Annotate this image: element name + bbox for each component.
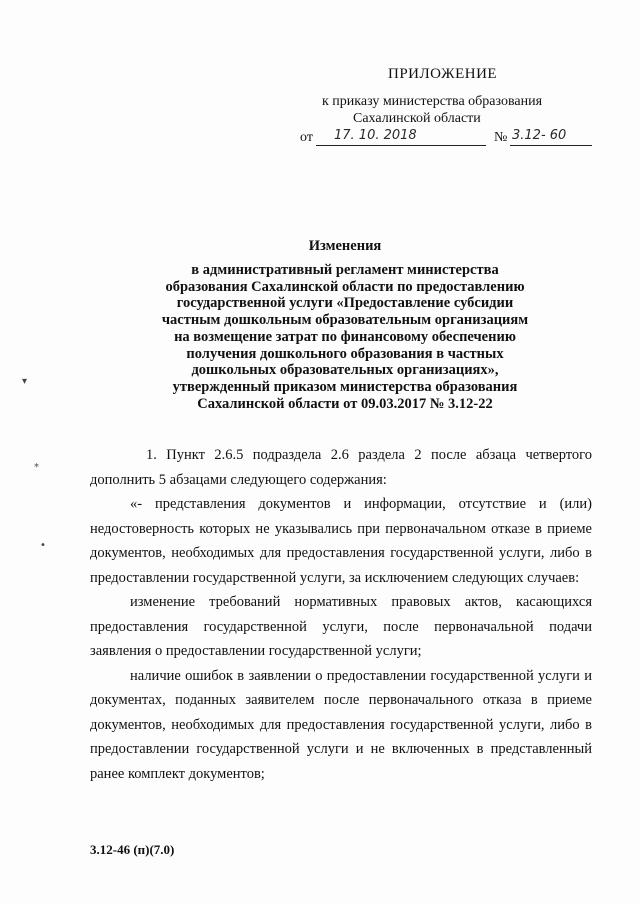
subtitle-line: в административный регламент министерства — [191, 262, 499, 278]
body-paragraph: изменение требований нормативных правовых актов, касающихся предоставления государственной услуги, после первоначальной подачи заявления о предоставлении государственной услуги; — [90, 594, 592, 659]
order-reference-line2: Сахалинской области — [353, 111, 481, 126]
subtitle-line: частным дошкольным образовательным организациям — [161, 312, 529, 329]
scan-mark: ▾ — [22, 376, 28, 387]
subtitle-line: образования Сахалинской области по предоставлению — [165, 278, 525, 295]
body-paragraph: «- представления документов и информации, отсутствие и (или) недостоверность которых не указывались при первоначальном отказе в приеме документов, необходимых для предоставления государственной услуги, либо в предоставлении государственной услуги, за исключением следующих случаев: — [90, 496, 592, 586]
scan-mark: • — [40, 540, 46, 551]
scan-mark: * — [34, 462, 39, 473]
handwritten-date: 17. 10. 2018 — [316, 128, 486, 146]
body-paragraph: 1. Пункт 2.6.5 подраздела 2.6 раздела 2 после абзаца четвертого дополнить 5 абзацами следующего содержания: — [90, 447, 592, 488]
document-subtitle — [130, 262, 560, 412]
subtitle-line: утвержденный приказом министерства образования — [172, 378, 518, 395]
subtitle-line: получения дошкольного образования в частных — [186, 345, 504, 362]
document-body — [90, 443, 592, 786]
body-paragraph: наличие ошибок в заявлении о предоставлении государственной услуги и документах, поданных заявителем после первоначального отказа в приеме документов, необходимых для предоставления государственной услуги, либо в предоставлении государственной услуги и не включенных в представленный ранее комплект документов; — [90, 667, 592, 782]
subtitle-line: государственной услуги «Предоставление субсидии — [176, 295, 514, 312]
subtitle-line: Сахалинской области от 09.03.2017 № 3.12-22 — [197, 395, 493, 412]
footer-code: 3.12-46 (п)(7.0) — [90, 842, 175, 857]
order-reference-line1: к приказу министерства образования — [322, 94, 543, 109]
number-label: № — [494, 130, 508, 145]
date-label: от — [300, 130, 313, 145]
document-heading: Изменения — [308, 238, 382, 254]
subtitle-line: дошкольных образовательных организациях», — [191, 362, 499, 379]
subtitle-line: на возмещение затрат по финансовому обеспечению — [174, 328, 516, 345]
handwritten-number: 3.12- 60 — [510, 128, 592, 146]
appendix-title: ПРИЛОЖЕНИЕ — [388, 66, 498, 82]
